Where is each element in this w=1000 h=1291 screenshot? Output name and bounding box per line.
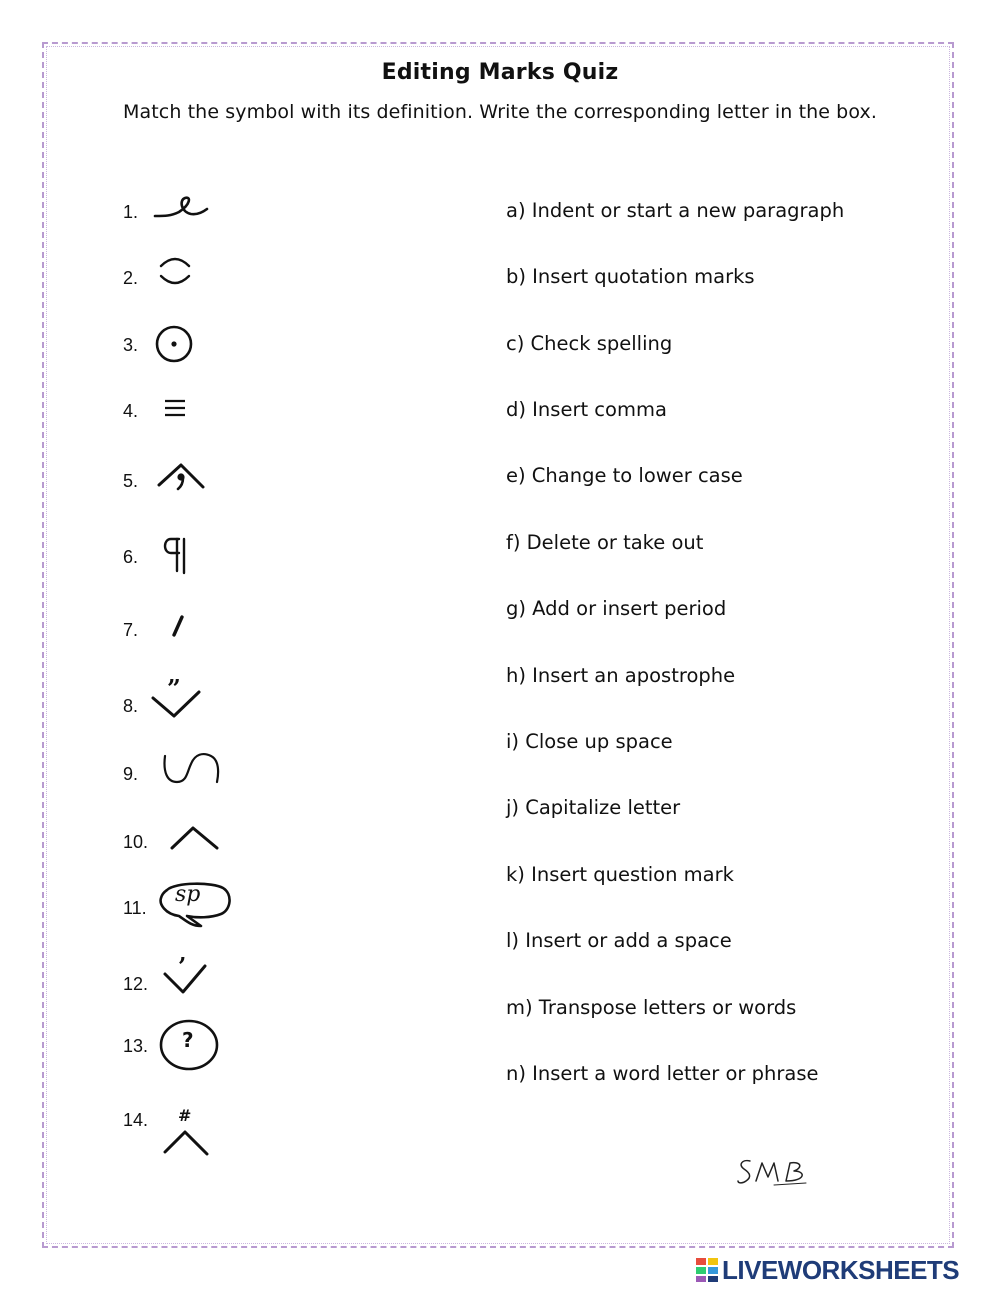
insert-comma-icon — [157, 459, 209, 495]
question-number: 12. — [123, 974, 149, 994]
question-number: 7. — [123, 620, 139, 640]
brand-name: LIVEWORKSHEETS — [722, 1255, 960, 1285]
definition-j: j) Capitalize letter — [506, 796, 681, 819]
delete-mark-icon — [151, 194, 211, 224]
question-3 — [123, 333, 323, 403]
definition-f: f) Delete or take out — [506, 531, 704, 554]
definition-k: k) Insert question mark — [506, 863, 734, 886]
page-title: Editing Marks Quiz — [381, 60, 619, 85]
question-number: 13. — [123, 1036, 149, 1056]
paragraph-icon — [161, 535, 191, 577]
definition-b: b) Insert quotation marks — [506, 265, 755, 288]
question-6 — [123, 545, 323, 615]
liveworksheets-brand[interactable] — [696, 1255, 996, 1285]
insert-caret-icon — [169, 822, 221, 854]
question-number: 6. — [123, 547, 139, 567]
question-number: 8. — [123, 696, 139, 716]
question-2 — [123, 266, 323, 336]
question-14 — [123, 1108, 323, 1178]
question-number: 10. — [123, 832, 149, 852]
question-number: 1. — [123, 202, 139, 222]
signature-initials — [734, 1155, 814, 1195]
definition-d: d) Insert comma — [506, 398, 667, 421]
insert-space-icon — [161, 1108, 213, 1160]
hash-glyph: # — [178, 1106, 192, 1125]
instructions: Match the symbol with its definition. Write the corresponding letter in the box. — [123, 101, 877, 123]
insert-period-icon — [156, 325, 200, 365]
question-number: 5. — [123, 471, 139, 491]
spelling-bubble-icon — [157, 880, 235, 936]
definition-h: h) Insert an apostrophe — [506, 664, 736, 687]
question-4 — [123, 399, 323, 469]
question-7 — [123, 618, 323, 688]
definition-g: g) Add or insert period — [506, 597, 727, 620]
question-number: 4. — [123, 401, 139, 421]
question-mark-circle-icon — [159, 1018, 219, 1072]
insert-quotation-icon — [151, 674, 205, 720]
question-13 — [123, 1028, 323, 1104]
definition-n: n) Insert a word letter or phrase — [506, 1062, 819, 1085]
question-number: 14. — [123, 1110, 149, 1130]
definition-m: m) Transpose letters or words — [506, 996, 797, 1019]
lowercase-slash-icon — [169, 614, 189, 640]
apostrophe-glyph: ’ — [178, 952, 187, 981]
question-5 — [123, 469, 323, 539]
question-number: 11. — [123, 898, 147, 918]
question-1 — [123, 200, 323, 270]
definition-i: i) Close up space — [506, 730, 673, 753]
insert-apostrophe-icon — [163, 952, 215, 998]
quote-glyph: ” — [167, 674, 181, 703]
question-12 — [123, 952, 323, 1042]
sp-glyph: sp — [175, 882, 201, 907]
liveworksheets-logo-icon — [696, 1258, 718, 1282]
question-number: 3. — [123, 335, 139, 355]
definition-c: c) Check spelling — [506, 332, 673, 355]
definition-e: e) Change to lower case — [506, 464, 743, 487]
capitalize-icon — [163, 399, 189, 419]
definition-a: a) Indent or start a new paragraph — [506, 199, 845, 222]
question-11 — [123, 882, 323, 966]
question-number: 2. — [123, 268, 139, 288]
close-up-space-icon — [157, 254, 197, 290]
question-number: 9. — [123, 764, 139, 784]
question-9 — [123, 762, 323, 832]
transpose-icon — [161, 750, 225, 786]
definition-l: l) Insert or add a space — [506, 929, 732, 952]
question-glyph: ? — [182, 1028, 194, 1052]
